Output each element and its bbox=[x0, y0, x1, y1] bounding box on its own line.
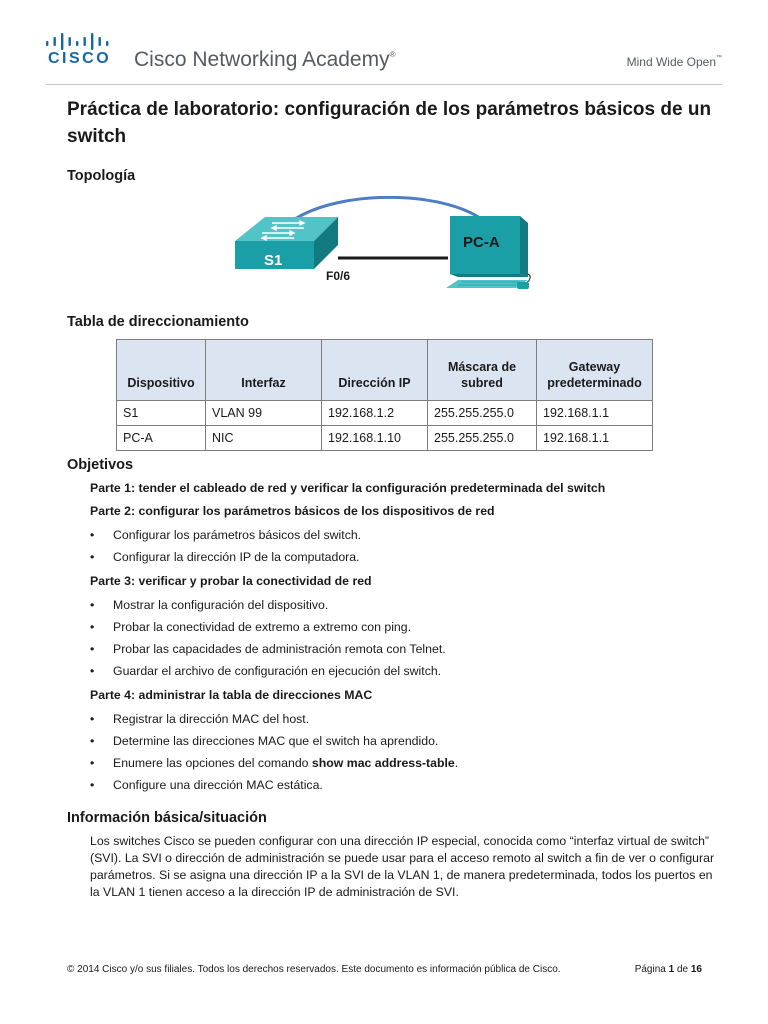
bullet-icon: • bbox=[90, 712, 95, 726]
cisco-wordmark: CISCO bbox=[48, 50, 112, 67]
table-cell: 192.168.1.2 bbox=[322, 401, 428, 426]
list-item: • Probar las capacidades de administración remota con Telnet. bbox=[90, 642, 446, 656]
list-item: • Configurar los parámetros básicos del switch. bbox=[90, 528, 362, 542]
topology-heading: Topología bbox=[67, 168, 136, 184]
list-item: • Configure una dirección MAC estática. bbox=[90, 778, 323, 792]
table-cell: 192.168.1.10 bbox=[322, 426, 428, 451]
table-row bbox=[117, 426, 653, 451]
part-4-heading: Parte 4: administrar la tabla de direcciones MAC bbox=[90, 688, 373, 702]
objectives-heading: Objetivos bbox=[67, 457, 134, 473]
list-item: • Probar la conectividad de extremo a extremo con ping. bbox=[90, 620, 412, 634]
background-heading: Información básica/situación bbox=[67, 810, 267, 826]
header-divider bbox=[46, 84, 722, 85]
bullet-icon: • bbox=[90, 620, 95, 634]
bullet-icon: • bbox=[90, 778, 95, 792]
list-item: • Determine las direcciones MAC que el switch ha aprendido. bbox=[90, 734, 439, 748]
column-header: Interfaz bbox=[206, 340, 322, 401]
list-item: • Registrar la dirección MAC del host. bbox=[90, 712, 310, 726]
part-2-heading: Parte 2: configurar los parámetros básicos de los dispositivos de red bbox=[90, 504, 495, 518]
switch-label: S1 bbox=[264, 252, 283, 269]
bullet-icon: • bbox=[90, 664, 95, 678]
table-cell: 192.168.1.1 bbox=[537, 401, 653, 426]
table-cell: VLAN 99 bbox=[206, 401, 322, 426]
part-3-heading: Parte 3: verificar y probar la conectividad de red bbox=[90, 574, 372, 588]
copyright-text: © 2014 Cisco y/o sus filiales. Todos los derechos reservados. Este documento es información pública de Cisco. bbox=[67, 964, 561, 975]
table-cell: 255.255.255.0 bbox=[428, 426, 537, 451]
table-cell: 192.168.1.1 bbox=[537, 426, 653, 451]
addressing-table bbox=[116, 339, 653, 451]
table-cell: 255.255.255.0 bbox=[428, 401, 537, 426]
document-title: Práctica de laboratorio: configuración de los parámetros básicos de un switch bbox=[67, 99, 712, 147]
page-number: Página 1 de 16 bbox=[634, 964, 702, 975]
bullet-icon: • bbox=[90, 734, 95, 748]
table-cell: NIC bbox=[206, 426, 322, 451]
list-item: • Mostrar la configuración del dispositivo. bbox=[90, 598, 329, 612]
switch-icon bbox=[235, 217, 338, 269]
table-header-row bbox=[117, 340, 653, 401]
bullet-icon: • bbox=[90, 642, 95, 656]
tagline: Mind Wide Open™ bbox=[626, 55, 722, 69]
pc-label: PC-A bbox=[463, 234, 500, 251]
list-item: • Configurar la dirección IP de la computadora. bbox=[90, 550, 360, 564]
column-header: Dispositivo bbox=[117, 340, 206, 401]
cisco-logo-bars-icon bbox=[46, 32, 114, 50]
part-1-heading: Parte 1: tender el cableado de red y verificar la configuración predeterminada del switch bbox=[90, 481, 606, 495]
topology-diagram bbox=[230, 196, 550, 296]
column-header: Dirección IP bbox=[322, 340, 428, 401]
page-footer bbox=[67, 964, 702, 975]
background-paragraph: Los switches Cisco se pueden configurar con una dirección IP especial, conocida como “interfaz virtual de switch” (SVI). La SVI o dirección de administración se puede usar para el acceso remoto al switch a fin de ver o configurar parámetros. Si se asigna una dirección IP a la SVI de la VLAN 1, de manera predeterminada, todos los puertos en la VLAN 1 tienen acceso a la dirección IP de administración de SVI. bbox=[90, 834, 715, 899]
list-item: • Guardar el archivo de configuración en ejecución del switch. bbox=[90, 664, 442, 678]
page-header bbox=[0, 0, 768, 88]
command-text: show mac address-table bbox=[311, 756, 455, 770]
bullet-icon: • bbox=[90, 756, 95, 770]
bullet-icon: • bbox=[90, 598, 95, 612]
table-cell: S1 bbox=[117, 401, 206, 426]
academy-name: Cisco Networking Academy® bbox=[134, 48, 396, 71]
bullet-icon: • bbox=[90, 528, 95, 542]
addressing-heading: Tabla de direccionamiento bbox=[67, 314, 249, 330]
column-header: Máscara de subred bbox=[428, 340, 537, 401]
port-label: F0/6 bbox=[326, 269, 351, 283]
bullet-icon: • bbox=[90, 550, 95, 564]
pc-icon bbox=[446, 216, 530, 289]
list-item: • Enumere las opciones del comando show mac address-table. bbox=[90, 756, 459, 770]
table-cell: PC-A bbox=[117, 426, 206, 451]
table-row bbox=[117, 401, 653, 426]
column-header: Gateway predeterminado bbox=[537, 340, 653, 401]
